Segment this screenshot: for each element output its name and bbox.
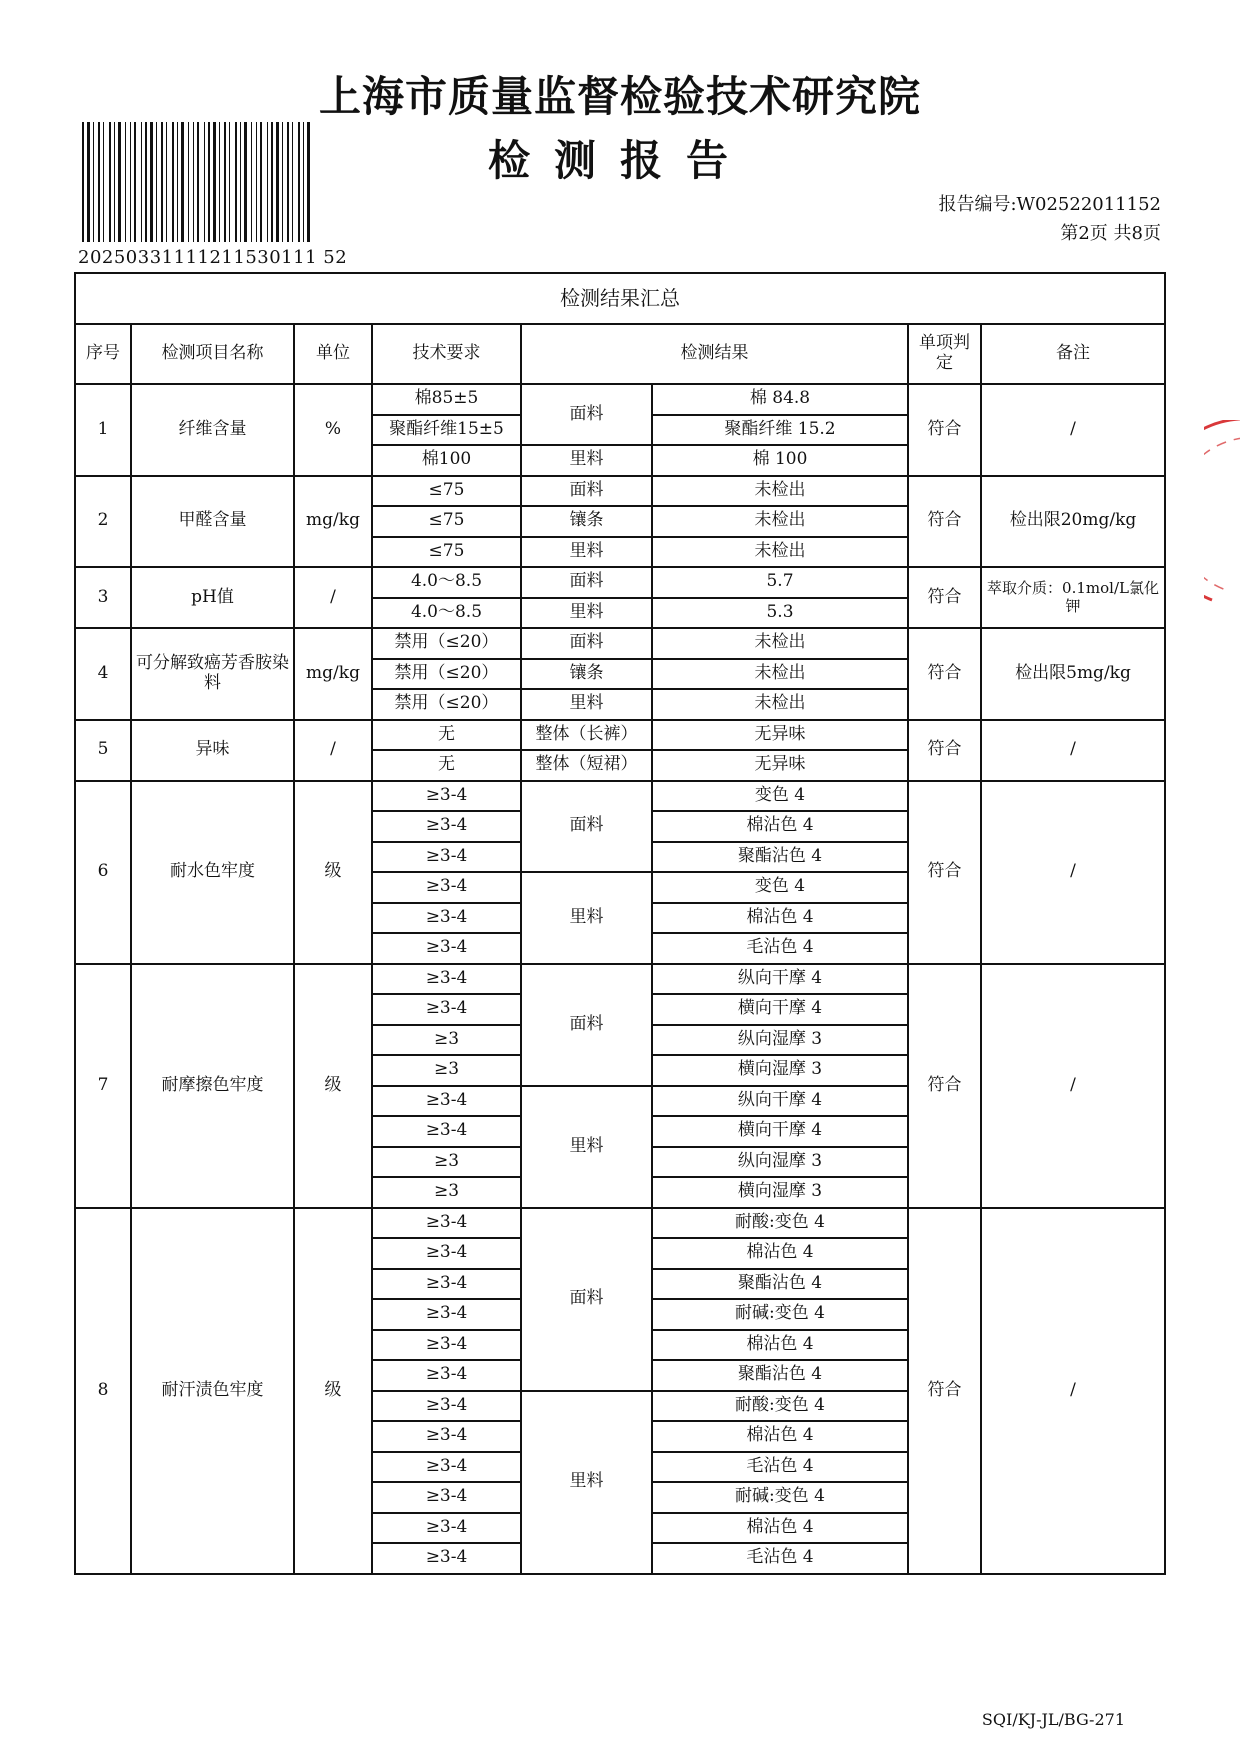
row-seq: 6 — [75, 781, 131, 964]
row-requirement: ≥3-4 — [372, 964, 521, 995]
row-result: 未检出 — [652, 689, 908, 720]
row-part: 面料 — [521, 628, 652, 659]
row-requirement: 无 — [372, 720, 521, 751]
form-code: SQI/KJ-JL/BG-271 — [981, 1710, 1125, 1729]
row-part: 里料 — [521, 537, 652, 568]
row-result: 变色 4 — [652, 781, 908, 812]
row-result: 棉 100 — [652, 445, 908, 476]
row-requirement: ≥3-4 — [372, 1208, 521, 1239]
row-result: 棉沾色 4 — [652, 1421, 908, 1452]
institute-name: 上海市质量监督检验技术研究院 — [318, 72, 921, 121]
table-row — [75, 964, 1165, 995]
row-unit: / — [294, 720, 372, 781]
row-requirement: ≥3-4 — [372, 1269, 521, 1300]
barcode-image — [82, 122, 312, 242]
results-table — [74, 272, 1166, 1575]
row-seq: 5 — [75, 720, 131, 781]
row-part: 里料 — [521, 1086, 652, 1208]
row-result: 棉沾色 4 — [652, 1238, 908, 1269]
row-requirement: ≥3-4 — [372, 1391, 521, 1422]
header-unit: 单位 — [294, 324, 372, 384]
row-item-name: pH值 — [131, 567, 294, 628]
row-result: 未检出 — [652, 628, 908, 659]
row-requirement: 禁用（≤20） — [372, 628, 521, 659]
header-verdict: 单项判定 — [908, 324, 981, 384]
row-remark: / — [981, 964, 1165, 1208]
row-item-name: 异味 — [131, 720, 294, 781]
row-result: 横向湿摩 3 — [652, 1055, 908, 1086]
row-result: 无异味 — [652, 750, 908, 781]
table-row — [75, 476, 1165, 507]
row-item-name: 耐水色牢度 — [131, 781, 294, 964]
row-unit: mg/kg — [294, 476, 372, 568]
row-requirement: 聚酯纤维15±5 — [372, 415, 521, 446]
row-verdict: 符合 — [908, 964, 981, 1208]
row-result: 耐碱:变色 4 — [652, 1482, 908, 1513]
row-remark: / — [981, 1208, 1165, 1574]
barcode-number: 20250331111211530111 52 — [78, 247, 348, 268]
row-requirement: ≥3-4 — [372, 1086, 521, 1117]
row-result: 棉沾色 4 — [652, 903, 908, 934]
row-result: 聚酯沾色 4 — [652, 842, 908, 873]
row-result: 棉沾色 4 — [652, 811, 908, 842]
row-part: 里料 — [521, 1391, 652, 1574]
row-requirement: 禁用（≤20） — [372, 659, 521, 690]
row-result: 毛沾色 4 — [652, 1543, 908, 1574]
row-part: 整体（短裙） — [521, 750, 652, 781]
row-unit: mg/kg — [294, 628, 372, 720]
row-verdict: 符合 — [908, 476, 981, 568]
row-requirement: ≥3-4 — [372, 1299, 521, 1330]
report-title: 检测报告 — [487, 136, 752, 185]
row-requirement: ≥3-4 — [372, 811, 521, 842]
row-result: 棉沾色 4 — [652, 1330, 908, 1361]
red-seal-stamp — [1204, 420, 1240, 610]
row-result: 无异味 — [652, 720, 908, 751]
row-requirement: ≥3-4 — [372, 1330, 521, 1361]
row-result: 未检出 — [652, 506, 908, 537]
row-result: 变色 4 — [652, 872, 908, 903]
row-result: 聚酯沾色 4 — [652, 1360, 908, 1391]
row-seq: 2 — [75, 476, 131, 568]
row-result: 横向湿摩 3 — [652, 1177, 908, 1208]
row-requirement: 禁用（≤20） — [372, 689, 521, 720]
row-unit: 级 — [294, 964, 372, 1208]
row-requirement: 棉85±5 — [372, 384, 521, 415]
row-requirement: 4.0～8.5 — [372, 598, 521, 629]
row-result: 耐酸:变色 4 — [652, 1391, 908, 1422]
row-verdict: 符合 — [908, 384, 981, 476]
row-part: 里料 — [521, 445, 652, 476]
row-requirement: ≥3-4 — [372, 781, 521, 812]
row-remark: 检出限20mg/kg — [981, 476, 1165, 568]
row-result: 聚酯沾色 4 — [652, 1269, 908, 1300]
row-result: 横向干摩 4 — [652, 1116, 908, 1147]
row-remark: 萃取介质：0.1mol/L氯化钾 — [981, 567, 1165, 628]
row-verdict: 符合 — [908, 720, 981, 781]
row-result: 横向干摩 4 — [652, 994, 908, 1025]
row-remark: / — [981, 720, 1165, 781]
row-unit: % — [294, 384, 372, 476]
row-part: 面料 — [521, 476, 652, 507]
row-requirement: 棉100 — [372, 445, 521, 476]
row-item-name: 耐摩擦色牢度 — [131, 964, 294, 1208]
row-seq: 1 — [75, 384, 131, 476]
row-seq: 4 — [75, 628, 131, 720]
row-requirement: ≥3-4 — [372, 903, 521, 934]
row-result: 毛沾色 4 — [652, 1452, 908, 1483]
table-row — [75, 567, 1165, 598]
row-item-name: 纤维含量 — [131, 384, 294, 476]
header-item: 检测项目名称 — [131, 324, 294, 384]
row-requirement: ≤75 — [372, 506, 521, 537]
row-requirement: ≥3-4 — [372, 933, 521, 964]
row-seq: 7 — [75, 964, 131, 1208]
row-part: 镶条 — [521, 506, 652, 537]
row-part: 面料 — [521, 384, 652, 445]
row-part: 面料 — [521, 1208, 652, 1391]
row-result: 纵向湿摩 3 — [652, 1147, 908, 1178]
row-result: 5.7 — [652, 567, 908, 598]
row-part: 镶条 — [521, 659, 652, 690]
row-remark: / — [981, 781, 1165, 964]
row-requirement: ≥3-4 — [372, 994, 521, 1025]
row-requirement: ≥3-4 — [372, 842, 521, 873]
row-requirement: ≥3-4 — [372, 1452, 521, 1483]
table-row — [75, 628, 1165, 659]
table-caption: 检测结果汇总 — [75, 273, 1165, 324]
row-result: 未检出 — [652, 476, 908, 507]
row-result: 聚酯纤维 15.2 — [652, 415, 908, 446]
row-requirement: ≥3-4 — [372, 1421, 521, 1452]
row-result: 纵向干摩 4 — [652, 964, 908, 995]
report-number: 报告编号:W02522011152 — [938, 194, 1161, 215]
row-remark: 检出限5mg/kg — [981, 628, 1165, 720]
row-requirement: ≥3 — [372, 1177, 521, 1208]
row-verdict: 符合 — [908, 1208, 981, 1574]
row-part: 面料 — [521, 964, 652, 1086]
row-result: 5.3 — [652, 598, 908, 629]
row-requirement: ≥3-4 — [372, 872, 521, 903]
row-requirement: ≤75 — [372, 476, 521, 507]
row-requirement: ≥3-4 — [372, 1360, 521, 1391]
table-row — [75, 720, 1165, 751]
row-unit: / — [294, 567, 372, 628]
header-seq: 序号 — [75, 324, 131, 384]
row-requirement: ≥3-4 — [372, 1116, 521, 1147]
row-verdict: 符合 — [908, 567, 981, 628]
row-requirement: ≥3-4 — [372, 1513, 521, 1544]
table-row — [75, 384, 1165, 415]
row-part: 里料 — [521, 872, 652, 964]
header-result: 检测结果 — [521, 324, 908, 384]
row-result: 纵向干摩 4 — [652, 1086, 908, 1117]
row-requirement: 4.0～8.5 — [372, 567, 521, 598]
header-requirement: 技术要求 — [372, 324, 521, 384]
row-requirement: ≤75 — [372, 537, 521, 568]
row-verdict: 符合 — [908, 628, 981, 720]
row-part: 面料 — [521, 781, 652, 873]
table-row — [75, 781, 1165, 812]
row-requirement: ≥3-4 — [372, 1482, 521, 1513]
table-header-row — [75, 324, 1165, 384]
row-result: 棉沾色 4 — [652, 1513, 908, 1544]
row-requirement: ≥3 — [372, 1025, 521, 1056]
row-part: 里料 — [521, 689, 652, 720]
table-row — [75, 1208, 1165, 1239]
row-part: 面料 — [521, 567, 652, 598]
row-seq: 3 — [75, 567, 131, 628]
row-seq: 8 — [75, 1208, 131, 1574]
row-part: 里料 — [521, 598, 652, 629]
row-requirement: ≥3-4 — [372, 1238, 521, 1269]
header-remark: 备注 — [981, 324, 1165, 384]
row-item-name: 耐汗渍色牢度 — [131, 1208, 294, 1574]
row-result: 纵向湿摩 3 — [652, 1025, 908, 1056]
row-requirement: ≥3-4 — [372, 1543, 521, 1574]
row-requirement: ≥3 — [372, 1147, 521, 1178]
row-result: 耐碱:变色 4 — [652, 1299, 908, 1330]
row-verdict: 符合 — [908, 781, 981, 964]
row-unit: 级 — [294, 781, 372, 964]
row-result: 耐酸:变色 4 — [652, 1208, 908, 1239]
row-result: 未检出 — [652, 659, 908, 690]
row-unit: 级 — [294, 1208, 372, 1574]
row-requirement: 无 — [372, 750, 521, 781]
row-remark: / — [981, 384, 1165, 476]
row-item-name: 可分解致癌芳香胺染料 — [131, 628, 294, 720]
row-requirement: ≥3 — [372, 1055, 521, 1086]
row-result: 未检出 — [652, 537, 908, 568]
row-item-name: 甲醛含量 — [131, 476, 294, 568]
row-result: 毛沾色 4 — [652, 933, 908, 964]
page-indicator: 第2页 共8页 — [1060, 223, 1161, 244]
row-part: 整体（长裤） — [521, 720, 652, 751]
row-result: 棉 84.8 — [652, 384, 908, 415]
